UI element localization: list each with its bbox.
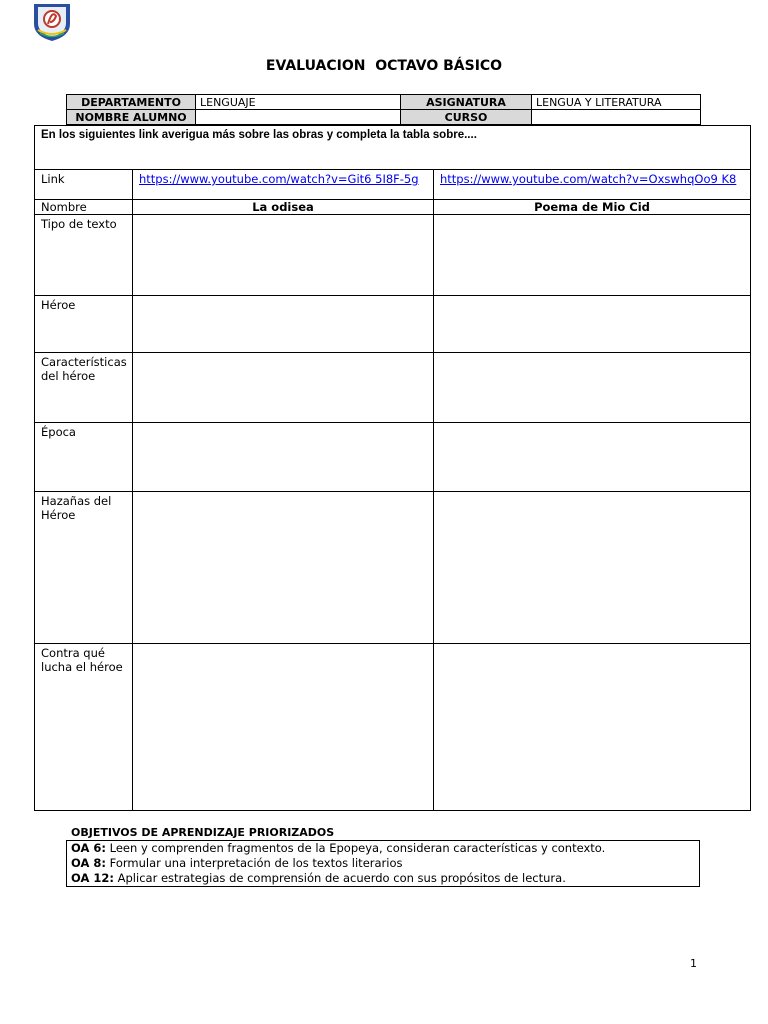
row-label-hazanas: Hazañas del Héroe [35, 492, 133, 644]
instruction-text: En los siguientes link averigua más sobre las obras y completa la tabla sobre.... [35, 126, 751, 170]
link-odisea[interactable]: https://www.youtube.com/watch?v=Git6 5I8F-5g [139, 172, 419, 186]
school-logo [30, 2, 74, 42]
departamento-label: DEPARTAMENTO [67, 95, 196, 110]
answer-cell[interactable] [434, 296, 751, 353]
asignatura-value: LENGUA Y LITERATURA [532, 95, 701, 110]
answer-cell[interactable] [434, 215, 751, 296]
header-info-table [66, 94, 701, 125]
objective-text: Formular una interpretación de los textos literarios [105, 856, 403, 870]
link-label: Link [35, 170, 133, 200]
column-header-mio-cid: Poema de Mio Cid [434, 200, 751, 215]
curso-field[interactable] [532, 110, 701, 125]
departamento-value: LENGUAJE [196, 95, 401, 110]
objective-item [67, 841, 700, 857]
objective-item [67, 856, 700, 871]
curso-label: CURSO [401, 110, 532, 125]
objective-code: OA 8: [71, 856, 106, 870]
row-label-caracteristicas: Características del héroe [35, 353, 133, 423]
answer-cell[interactable] [434, 423, 751, 492]
objective-text: Aplicar estrategias de comprensión de acuerdo con sus propósitos de lectura. [113, 871, 566, 885]
column-header-odisea: La odisea [133, 200, 434, 215]
objectives-title: OBJETIVOS DE APRENDIZAJE PRIORIZADOS [71, 826, 335, 839]
row-label-contra-que: Contra qué lucha el héroe [35, 644, 133, 811]
row-label-tipo-texto: Tipo de texto [35, 215, 133, 296]
objective-code: OA 6: [71, 841, 106, 855]
objective-item [67, 871, 700, 887]
objective-code: OA 12: [71, 871, 114, 885]
answer-cell[interactable] [133, 353, 434, 423]
objective-text: Leen y comprenden fragmentos de la Epopeya, consideran características y contexto. [105, 841, 606, 855]
answer-cell[interactable] [434, 353, 751, 423]
document-title: EVALUACION OCTAVO BÁSICO [265, 58, 503, 74]
row-label-heroe: Héroe [35, 296, 133, 353]
objectives-table [66, 840, 700, 887]
page-number: 1 [690, 957, 697, 970]
nombre-label: Nombre [35, 200, 133, 215]
answer-cell[interactable] [133, 215, 434, 296]
alumno-label: NOMBRE ALUMNO [67, 110, 196, 125]
answer-cell[interactable] [133, 296, 434, 353]
answer-cell[interactable] [133, 492, 434, 644]
row-label-epoca: Época [35, 423, 133, 492]
answer-cell[interactable] [133, 644, 434, 811]
alumno-field[interactable] [196, 110, 401, 125]
activity-table [34, 125, 751, 811]
answer-cell[interactable] [434, 644, 751, 811]
asignatura-label: ASIGNATURA [401, 95, 532, 110]
answer-cell[interactable] [133, 423, 434, 492]
answer-cell[interactable] [434, 492, 751, 644]
link-mio-cid[interactable]: https://www.youtube.com/watch?v=OxswhqOo9 K8 [440, 172, 737, 186]
